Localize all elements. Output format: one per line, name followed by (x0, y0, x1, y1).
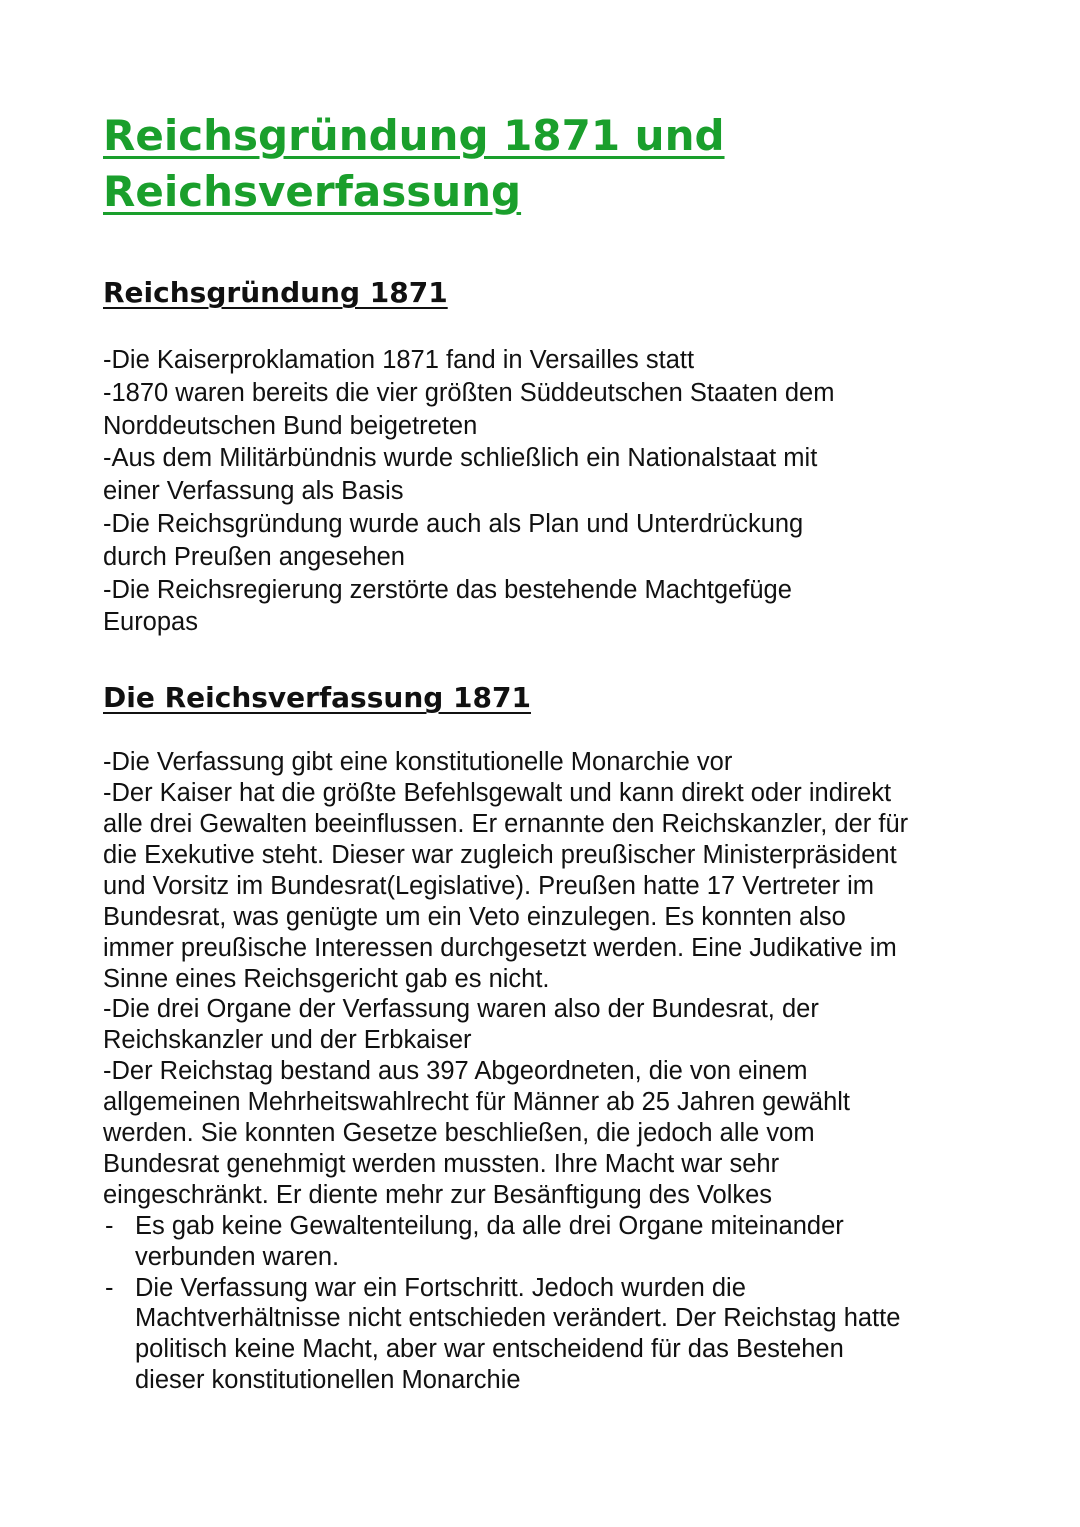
text-line: -Die drei Organe der Verfassung waren also der Bundesrat, der (103, 995, 819, 1024)
text-line: Sinne eines Reichsgericht gab es nicht. (103, 964, 550, 993)
bullet-list (103, 1211, 983, 1396)
bullet-item-fortschritt (103, 1273, 983, 1397)
section-heading-reichsgruendung: Reichsgründung 1871 (103, 276, 448, 309)
text-line: -1870 waren bereits die vier größten Süddeutschen Staaten dem (103, 378, 835, 407)
text-line: -Die Verfassung gibt eine konstitutionelle Monarchie vor (103, 748, 733, 777)
section-body-reichsgruendung (103, 344, 983, 639)
text-line: alle drei Gewalten beeinflussen. Er ernannte den Reichskanzler, der für (103, 809, 909, 838)
text-line: -Die Reichsregierung zerstörte das bestehende Machtgefüge (103, 575, 792, 604)
bullet-dash-icon: - (105, 1211, 114, 1240)
text-line: die Exekutive steht. Dieser war zugleich preußischer Ministerpräsident (103, 840, 897, 869)
text-line: politisch keine Macht, aber war entscheidend für das Bestehen (135, 1335, 844, 1364)
text-line: Norddeutschen Bund beigetreten (103, 411, 478, 440)
document-title-line-1: Reichsgründung 1871 und (103, 111, 725, 160)
text-line: immer preußische Interessen durchgesetzt werden. Eine Judikative im (103, 933, 897, 962)
text-line: -Aus dem Militärbündnis wurde schließlich ein Nationalstaat mit (103, 444, 818, 473)
text-line: durch Preußen angesehen (103, 542, 405, 571)
text-line: Es gab keine Gewaltenteilung, da alle drei Organe miteinander (135, 1211, 844, 1240)
text-line: -Die Kaiserproklamation 1871 fand in Versailles statt (103, 346, 695, 374)
text-line: Machtverhältnisse nicht entschieden verändert. Der Reichstag hatte (135, 1304, 901, 1333)
bullet-dash-icon: - (105, 1273, 114, 1302)
text-line: werden. Sie konnten Gesetze beschließen, die jedoch alle vom (103, 1119, 815, 1148)
text-line: und Vorsitz im Bundesrat(Legislative). Preußen hatte 17 Vertreter im (103, 871, 875, 900)
text-line: verbunden waren. (135, 1242, 340, 1271)
text-line: -Der Reichstag bestand aus 397 Abgeordneten, die von einem (103, 1057, 808, 1086)
text-line: eingeschränkt. Er diente mehr zur Besänftigung des Volkes (103, 1180, 773, 1209)
document-title-line-2: Reichsverfassung (103, 167, 522, 216)
document-page (103, 108, 983, 1396)
document-title (103, 108, 983, 220)
text-line: dieser konstitutionellen Monarchie (135, 1366, 521, 1395)
text-line: Bundesrat, was genügte um ein Veto einzulegen. Es konnten also (103, 902, 846, 931)
text-line: Die Verfassung war ein Fortschritt. Jedoch wurden die (135, 1273, 746, 1302)
bullet-item-gewaltenteilung (103, 1211, 983, 1273)
text-line: -Der Kaiser hat die größte Befehlsgewalt und kann direkt oder indirekt (103, 779, 892, 808)
text-line: allgemeinen Mehrheitswahlrecht für Männer ab 25 Jahren gewählt (103, 1088, 851, 1117)
section-body-reichsverfassung (103, 747, 983, 1211)
text-line: Reichskanzler und der Erbkaiser (103, 1026, 472, 1055)
text-line: einer Verfassung als Basis (103, 477, 404, 506)
text-line: Europas (103, 608, 198, 637)
text-line: Bundesrat genehmigt werden mussten. Ihre Macht war sehr (103, 1149, 780, 1178)
text-line: -Die Reichsgründung wurde auch als Plan und Unterdrückung (103, 509, 804, 538)
section-heading-reichsverfassung: Die Reichsverfassung 1871 (103, 681, 531, 715)
